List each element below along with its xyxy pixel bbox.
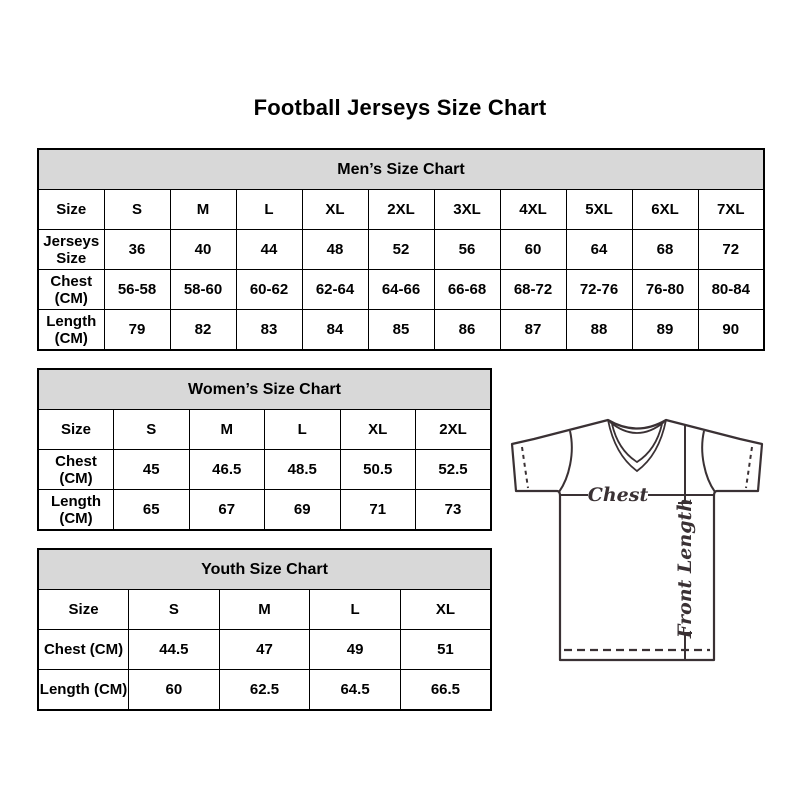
size-cell: 58-60	[170, 270, 236, 310]
size-cell: 40	[170, 230, 236, 270]
size-cell: 45	[114, 450, 190, 490]
row-label: Length (CM)	[38, 490, 114, 531]
size-cell: 4XL	[500, 190, 566, 230]
size-cell: 82	[170, 310, 236, 351]
size-cell: 2XL	[368, 190, 434, 230]
size-cell: 79	[104, 310, 170, 351]
size-cell: 5XL	[566, 190, 632, 230]
size-cell: 56	[434, 230, 500, 270]
size-cell: 36	[104, 230, 170, 270]
size-cell: 62-64	[302, 270, 368, 310]
row-label: Chest (CM)	[38, 450, 114, 490]
size-cell: 84	[302, 310, 368, 351]
table-header-row	[38, 149, 764, 190]
table-row	[38, 590, 491, 630]
size-cell: 3XL	[434, 190, 500, 230]
size-cell: 62.5	[219, 670, 310, 711]
size-cell: 48.5	[265, 450, 341, 490]
row-label: Length (CM)	[38, 670, 129, 711]
size-cell: XL	[340, 410, 416, 450]
size-cell: S	[104, 190, 170, 230]
table-row	[38, 450, 491, 490]
size-cell: 87	[500, 310, 566, 351]
size-cell: 80-84	[698, 270, 764, 310]
row-label: Size	[38, 190, 104, 230]
row-label: Length (CM)	[38, 310, 104, 351]
table-row	[38, 630, 491, 670]
size-cell: 88	[566, 310, 632, 351]
size-cell: 71	[340, 490, 416, 531]
row-label: Chest (CM)	[38, 630, 129, 670]
mens-size-table	[37, 148, 765, 351]
table-row	[38, 670, 491, 711]
size-cell: 64	[566, 230, 632, 270]
size-cell: 52.5	[416, 450, 492, 490]
table-header-row	[38, 549, 491, 590]
size-cell: M	[170, 190, 236, 230]
size-cell: XL	[400, 590, 491, 630]
youth-size-table	[37, 548, 492, 711]
jersey-measurement-diagram	[502, 398, 770, 670]
size-cell: 66.5	[400, 670, 491, 711]
table-title: Youth Size Chart	[38, 549, 491, 590]
size-cell: 50.5	[340, 450, 416, 490]
size-cell: 51	[400, 630, 491, 670]
size-cell: 69	[265, 490, 341, 531]
size-cell: 46.5	[189, 450, 265, 490]
womens-size-table	[37, 368, 492, 531]
table-row	[38, 270, 764, 310]
size-cell: 83	[236, 310, 302, 351]
page-title: Football Jerseys Size Chart	[253, 95, 547, 120]
size-cell: 64-66	[368, 270, 434, 310]
size-cell: 72-76	[566, 270, 632, 310]
size-cell: 67	[189, 490, 265, 531]
size-cell: 60	[500, 230, 566, 270]
size-cell: 64.5	[310, 670, 401, 711]
row-label: Size	[38, 410, 114, 450]
jersey-outline	[512, 420, 762, 660]
size-cell: L	[310, 590, 401, 630]
size-cell: 7XL	[698, 190, 764, 230]
size-cell: 68-72	[500, 270, 566, 310]
row-label: Size	[38, 590, 129, 630]
size-cell: 65	[114, 490, 190, 531]
size-cell: S	[129, 590, 220, 630]
size-cell: 2XL	[416, 410, 492, 450]
chest-label: Chest	[587, 484, 649, 506]
table-row	[38, 310, 764, 351]
size-cell: 49	[310, 630, 401, 670]
row-label: Chest (CM)	[38, 270, 104, 310]
table-row	[38, 410, 491, 450]
size-cell: 68	[632, 230, 698, 270]
size-cell: L	[265, 410, 341, 450]
size-cell: 44	[236, 230, 302, 270]
size-cell: 85	[368, 310, 434, 351]
size-cell: 72	[698, 230, 764, 270]
size-cell: S	[114, 410, 190, 450]
size-cell: 56-58	[104, 270, 170, 310]
table-header-row	[38, 369, 491, 410]
size-cell: 60	[129, 670, 220, 711]
size-cell: 47	[219, 630, 310, 670]
size-cell: 52	[368, 230, 434, 270]
size-cell: XL	[302, 190, 368, 230]
size-cell: 6XL	[632, 190, 698, 230]
table-title: Women’s Size Chart	[38, 369, 491, 410]
size-cell: 44.5	[129, 630, 220, 670]
size-cell: 48	[302, 230, 368, 270]
size-cell: 86	[434, 310, 500, 351]
size-cell: 60-62	[236, 270, 302, 310]
size-cell: M	[219, 590, 310, 630]
table-row	[38, 490, 491, 531]
front-length-label: Front Length	[674, 497, 696, 639]
size-cell: 89	[632, 310, 698, 351]
size-cell: 66-68	[434, 270, 500, 310]
size-cell: M	[189, 410, 265, 450]
size-cell: L	[236, 190, 302, 230]
row-label: Jerseys Size	[38, 230, 104, 270]
size-cell: 76-80	[632, 270, 698, 310]
size-cell: 90	[698, 310, 764, 351]
table-title: Men’s Size Chart	[38, 149, 764, 190]
table-row	[38, 190, 764, 230]
table-row	[38, 230, 764, 270]
size-cell: 73	[416, 490, 492, 531]
